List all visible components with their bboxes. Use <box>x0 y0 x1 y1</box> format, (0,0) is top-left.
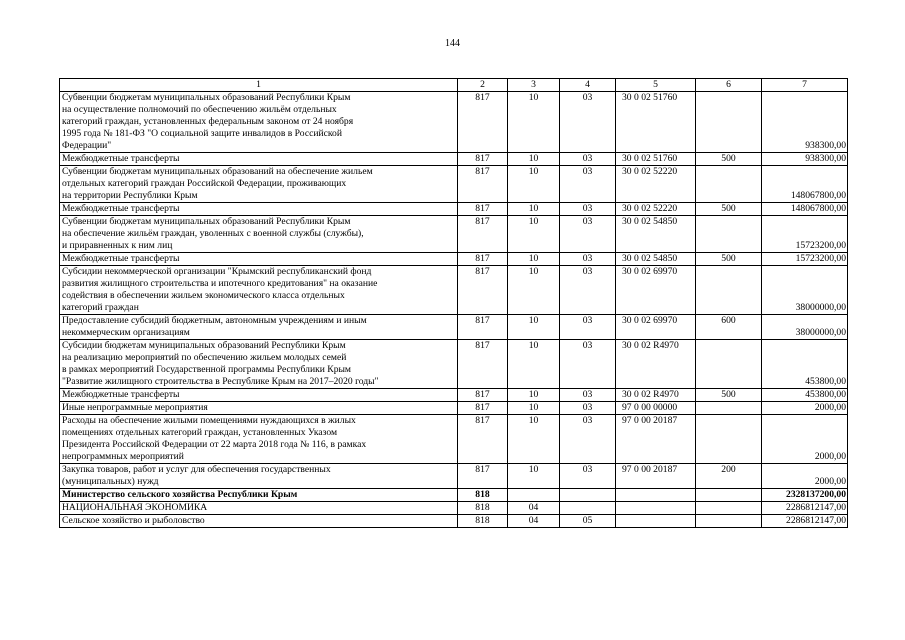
budget-table <box>59 78 848 528</box>
subsection-code-cell <box>560 489 616 502</box>
amount-cell: 38000000,00 <box>762 266 848 315</box>
target-article-cell: 97 0 00 20187 <box>616 464 696 489</box>
ministry-code-cell: 817 <box>458 402 508 415</box>
section-code-cell: 10 <box>508 203 560 216</box>
subsection-code-cell: 03 <box>560 203 616 216</box>
expense-name-cell <box>60 415 458 464</box>
ministry-code-cell: 817 <box>458 464 508 489</box>
expense-name-cell <box>60 515 458 528</box>
ministry-code-cell: 818 <box>458 515 508 528</box>
subsection-code-cell: 05 <box>560 515 616 528</box>
table-row <box>60 489 848 502</box>
amount-cell: 2000,00 <box>762 464 848 489</box>
expense-name-cell <box>60 502 458 515</box>
section-code-cell: 10 <box>508 92 560 153</box>
subsection-code-cell: 03 <box>560 464 616 489</box>
subsection-code-cell: 03 <box>560 402 616 415</box>
subsection-code-cell: 03 <box>560 92 616 153</box>
expense-name-text: Предоставление субсидий бюджетным, автономным учреждениям и иным некоммерческим организациям <box>62 315 367 338</box>
target-article-cell: 30 0 02 54850 <box>616 216 696 253</box>
subsection-code-cell: 03 <box>560 253 616 266</box>
expense-name-cell <box>60 389 458 402</box>
expense-type-cell: 200 <box>696 464 762 489</box>
header-cell-3: 3 <box>508 79 560 92</box>
subsection-code-cell: 03 <box>560 266 616 315</box>
table-row <box>60 464 848 489</box>
expense-name-cell <box>60 402 458 415</box>
subsection-code-cell: 03 <box>560 153 616 166</box>
table-row <box>60 515 848 528</box>
amount-cell: 15723200,00 <box>762 216 848 253</box>
section-code-cell: 10 <box>508 340 560 389</box>
section-code-cell: 10 <box>508 166 560 203</box>
section-code-cell: 04 <box>508 502 560 515</box>
target-article-cell: 30 0 02 R4970 <box>616 389 696 402</box>
expense-name-text: Министерство сельского хозяйства Республики Крым <box>62 489 298 500</box>
table-row <box>60 153 848 166</box>
expense-name-text: Субсидии бюджетам муниципальных образований Республики Крым на реализацию мероприятий по обеспечению жильем молодых семей в рамках мероприятий Государственной программы Республики Крым "Развитие жилищного строительства в Республике Крым на 2017–2020 годы" <box>62 340 379 387</box>
expense-type-cell: 500 <box>696 203 762 216</box>
ministry-code-cell: 817 <box>458 216 508 253</box>
section-code-cell: 10 <box>508 315 560 340</box>
ministry-code-cell: 817 <box>458 203 508 216</box>
ministry-code-cell: 817 <box>458 166 508 203</box>
ministry-code-cell: 817 <box>458 340 508 389</box>
target-article-cell <box>616 502 696 515</box>
expense-name-cell <box>60 203 458 216</box>
expense-name-cell <box>60 489 458 502</box>
ministry-code-cell: 818 <box>458 502 508 515</box>
section-code-cell: 10 <box>508 216 560 253</box>
target-article-cell: 30 0 02 R4970 <box>616 340 696 389</box>
expense-name-text: Иные непрограммные мероприятия <box>62 402 208 413</box>
header-cell-6: 6 <box>696 79 762 92</box>
amount-cell: 2286812147,00 <box>762 515 848 528</box>
amount-cell: 938300,00 <box>762 92 848 153</box>
page-number: 144 <box>445 38 460 49</box>
target-article-cell: 30 0 02 69970 <box>616 266 696 315</box>
expense-name-text: НАЦИОНАЛЬНАЯ ЭКОНОМИКА <box>62 502 208 513</box>
table-row <box>60 203 848 216</box>
amount-cell: 453800,00 <box>762 389 848 402</box>
expense-type-cell: 500 <box>696 153 762 166</box>
expense-name-text: Межбюджетные трансферты <box>62 203 180 214</box>
amount-cell: 2000,00 <box>762 415 848 464</box>
table-row <box>60 253 848 266</box>
subsection-code-cell: 03 <box>560 415 616 464</box>
ministry-code-cell: 818 <box>458 489 508 502</box>
ministry-code-cell: 817 <box>458 415 508 464</box>
section-code-cell: 10 <box>508 266 560 315</box>
expense-name-cell <box>60 92 458 153</box>
expense-type-cell: 600 <box>696 315 762 340</box>
expense-type-cell: 500 <box>696 389 762 402</box>
expense-name-cell <box>60 266 458 315</box>
header-cell-7: 7 <box>762 79 848 92</box>
table-row <box>60 216 848 253</box>
expense-name-cell <box>60 216 458 253</box>
section-code-cell: 10 <box>508 415 560 464</box>
header-row <box>60 79 848 92</box>
expense-name-text: Субсидии некоммерческой организации "Крымский республиканский фонд развития жилищного строительства и ипотечного кредитования" на оказание содействия в обеспечении жильем экономического класса отдельных категорий граждан <box>62 266 378 313</box>
expense-name-text: Субвенции бюджетам муниципальных образований Республики Крым на осуществление полномочий по обеспечению жильём отдельных категорий граждан, установленных федеральным законом от 24 ноября 1995 года № 181-ФЗ "О социальной защите инвалидов в Российской Федерации" <box>62 92 354 151</box>
expense-name-cell <box>60 153 458 166</box>
section-code-cell: 10 <box>508 253 560 266</box>
table-row <box>60 266 848 315</box>
ministry-code-cell: 817 <box>458 315 508 340</box>
ministry-code-cell: 817 <box>458 153 508 166</box>
subsection-code-cell: 03 <box>560 166 616 203</box>
expense-type-cell <box>696 340 762 389</box>
amount-cell: 38000000,00 <box>762 315 848 340</box>
expense-name-cell <box>60 464 458 489</box>
table-row <box>60 415 848 464</box>
ministry-code-cell: 817 <box>458 92 508 153</box>
expense-name-text: Расходы на обеспечение жилыми помещениями нуждающихся в жилых помещениях отдельных категорий граждан, установленных Указом Президента Российской Федерации от 22 марта 2018 года № 116, в рамках непрограммных мероприятий <box>62 415 367 462</box>
section-code-cell: 04 <box>508 515 560 528</box>
header-cell-1: 1 <box>60 79 458 92</box>
table-row <box>60 315 848 340</box>
expense-name-text: Субвенции бюджетам муниципальных образований Республики Крым на обеспечение жильём граждан, уволенных с военной службы (службы), и приравненных к ним лиц <box>62 216 364 251</box>
expense-name-cell <box>60 253 458 266</box>
target-article-cell: 97 0 00 20187 <box>616 415 696 464</box>
amount-cell: 2328137200,00 <box>762 489 848 502</box>
table-row <box>60 502 848 515</box>
target-article-cell: 30 0 02 52220 <box>616 203 696 216</box>
target-article-cell: 97 0 00 00000 <box>616 402 696 415</box>
ministry-code-cell: 817 <box>458 253 508 266</box>
section-code-cell <box>508 489 560 502</box>
expense-type-cell <box>696 502 762 515</box>
target-article-cell: 30 0 02 51760 <box>616 153 696 166</box>
expense-name-text: Субвенции бюджетам муниципальных образований на обеспечение жильем отдельных категорий граждан Российской Федерации, проживающих на территории Республики Крым <box>62 166 373 201</box>
section-code-cell: 10 <box>508 464 560 489</box>
expense-type-cell: 500 <box>696 253 762 266</box>
target-article-cell: 30 0 02 54850 <box>616 253 696 266</box>
expense-type-cell <box>696 515 762 528</box>
table-row <box>60 389 848 402</box>
target-article-cell <box>616 489 696 502</box>
expense-type-cell <box>696 92 762 153</box>
table-row <box>60 92 848 153</box>
header-cell-4: 4 <box>560 79 616 92</box>
table-row <box>60 166 848 203</box>
expense-name-text: Закупка товаров, работ и услуг для обеспечения государственных (муниципальных) нужд <box>62 464 331 487</box>
expense-name-cell <box>60 340 458 389</box>
expense-type-cell <box>696 489 762 502</box>
ministry-code-cell: 817 <box>458 389 508 402</box>
section-code-cell: 10 <box>508 153 560 166</box>
expense-name-text: Межбюджетные трансферты <box>62 253 180 264</box>
expense-type-cell <box>696 266 762 315</box>
expense-type-cell <box>696 415 762 464</box>
target-article-cell <box>616 515 696 528</box>
expense-type-cell <box>696 216 762 253</box>
subsection-code-cell: 03 <box>560 315 616 340</box>
expense-name-cell <box>60 166 458 203</box>
subsection-code-cell <box>560 502 616 515</box>
header-cell-5: 5 <box>616 79 696 92</box>
expense-type-cell <box>696 402 762 415</box>
expense-name-text: Межбюджетные трансферты <box>62 389 180 400</box>
amount-cell: 148067800,00 <box>762 166 848 203</box>
expense-name-text: Сельское хозяйство и рыболовство <box>62 515 205 526</box>
amount-cell: 453800,00 <box>762 340 848 389</box>
expense-name-text: Межбюджетные трансферты <box>62 153 180 164</box>
amount-cell: 2000,00 <box>762 402 848 415</box>
header-cell-2: 2 <box>458 79 508 92</box>
target-article-cell: 30 0 02 51760 <box>616 92 696 153</box>
subsection-code-cell: 03 <box>560 216 616 253</box>
expense-type-cell <box>696 166 762 203</box>
target-article-cell: 30 0 02 52220 <box>616 166 696 203</box>
subsection-code-cell: 03 <box>560 340 616 389</box>
amount-cell: 2286812147,00 <box>762 502 848 515</box>
section-code-cell: 10 <box>508 402 560 415</box>
amount-cell: 938300,00 <box>762 153 848 166</box>
amount-cell: 148067800,00 <box>762 203 848 216</box>
section-code-cell: 10 <box>508 389 560 402</box>
ministry-code-cell: 817 <box>458 266 508 315</box>
table-row <box>60 340 848 389</box>
table-row <box>60 402 848 415</box>
subsection-code-cell: 03 <box>560 389 616 402</box>
amount-cell: 15723200,00 <box>762 253 848 266</box>
expense-name-cell <box>60 315 458 340</box>
target-article-cell: 30 0 02 69970 <box>616 315 696 340</box>
